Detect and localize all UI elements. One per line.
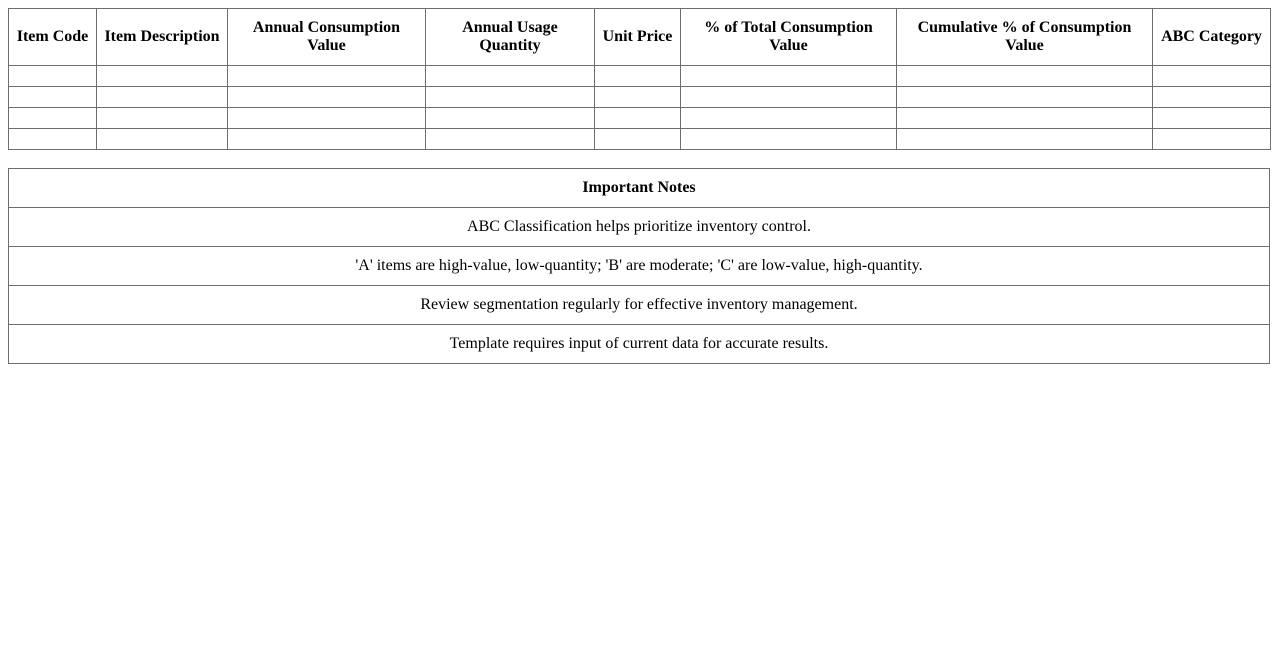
table-cell[interactable]: [97, 129, 228, 150]
table-cell[interactable]: [426, 87, 595, 108]
table-cell[interactable]: [1153, 66, 1271, 87]
note-text: ABC Classification helps prioritize inventory control.: [9, 208, 1270, 247]
important-notes-table: [8, 168, 1270, 364]
header-unit-price: Unit Price: [595, 9, 681, 66]
table-row: [9, 66, 1271, 87]
table-cell[interactable]: [1153, 87, 1271, 108]
table-cell[interactable]: [681, 129, 897, 150]
table-cell[interactable]: [9, 129, 97, 150]
table-row: [9, 87, 1271, 108]
table-cell[interactable]: [595, 108, 681, 129]
table-cell[interactable]: [595, 87, 681, 108]
table-cell[interactable]: [1153, 129, 1271, 150]
table-cell[interactable]: [897, 66, 1153, 87]
table-cell[interactable]: [681, 108, 897, 129]
list-item: [9, 286, 1270, 325]
table-cell[interactable]: [9, 87, 97, 108]
table-header-row: [9, 9, 1271, 66]
table-cell[interactable]: [426, 66, 595, 87]
notes-title: Important Notes: [9, 169, 1270, 208]
header-annual-consumption-value: Annual Consumption Value: [228, 9, 426, 66]
header-percent-total-consumption: % of Total Consumption Value: [681, 9, 897, 66]
table-cell[interactable]: [228, 87, 426, 108]
note-text: Template requires input of current data for accurate results.: [9, 325, 1270, 364]
table-cell[interactable]: [595, 129, 681, 150]
table-cell[interactable]: [1153, 108, 1271, 129]
table-row: [9, 108, 1271, 129]
note-text: Review segmentation regularly for effective inventory management.: [9, 286, 1270, 325]
table-cell[interactable]: [897, 87, 1153, 108]
header-abc-category: ABC Category: [1153, 9, 1271, 66]
header-cumulative-percent-consumption: Cumulative % of Consumption Value: [897, 9, 1153, 66]
table-row: [9, 129, 1271, 150]
table-cell[interactable]: [9, 108, 97, 129]
table-cell[interactable]: [426, 108, 595, 129]
table-cell[interactable]: [97, 108, 228, 129]
header-annual-usage-quantity: Annual Usage Quantity: [426, 9, 595, 66]
table-cell[interactable]: [97, 87, 228, 108]
notes-header-row: [9, 169, 1270, 208]
list-item: [9, 247, 1270, 286]
list-item: [9, 208, 1270, 247]
table-cell[interactable]: [897, 129, 1153, 150]
abc-analysis-table: [8, 8, 1271, 150]
note-text: 'A' items are high-value, low-quantity; 'B' are moderate; 'C' are low-value, high-quantity.: [9, 247, 1270, 286]
header-item-description: Item Description: [97, 9, 228, 66]
table-cell[interactable]: [9, 66, 97, 87]
header-item-code: Item Code: [9, 9, 97, 66]
table-cell[interactable]: [228, 129, 426, 150]
table-cell[interactable]: [681, 66, 897, 87]
list-item: [9, 325, 1270, 364]
table-cell[interactable]: [228, 108, 426, 129]
table-cell[interactable]: [426, 129, 595, 150]
table-cell[interactable]: [897, 108, 1153, 129]
table-cell[interactable]: [681, 87, 897, 108]
page-content: [8, 8, 1270, 364]
table-cell[interactable]: [228, 66, 426, 87]
table-cell[interactable]: [97, 66, 228, 87]
table-cell[interactable]: [595, 66, 681, 87]
